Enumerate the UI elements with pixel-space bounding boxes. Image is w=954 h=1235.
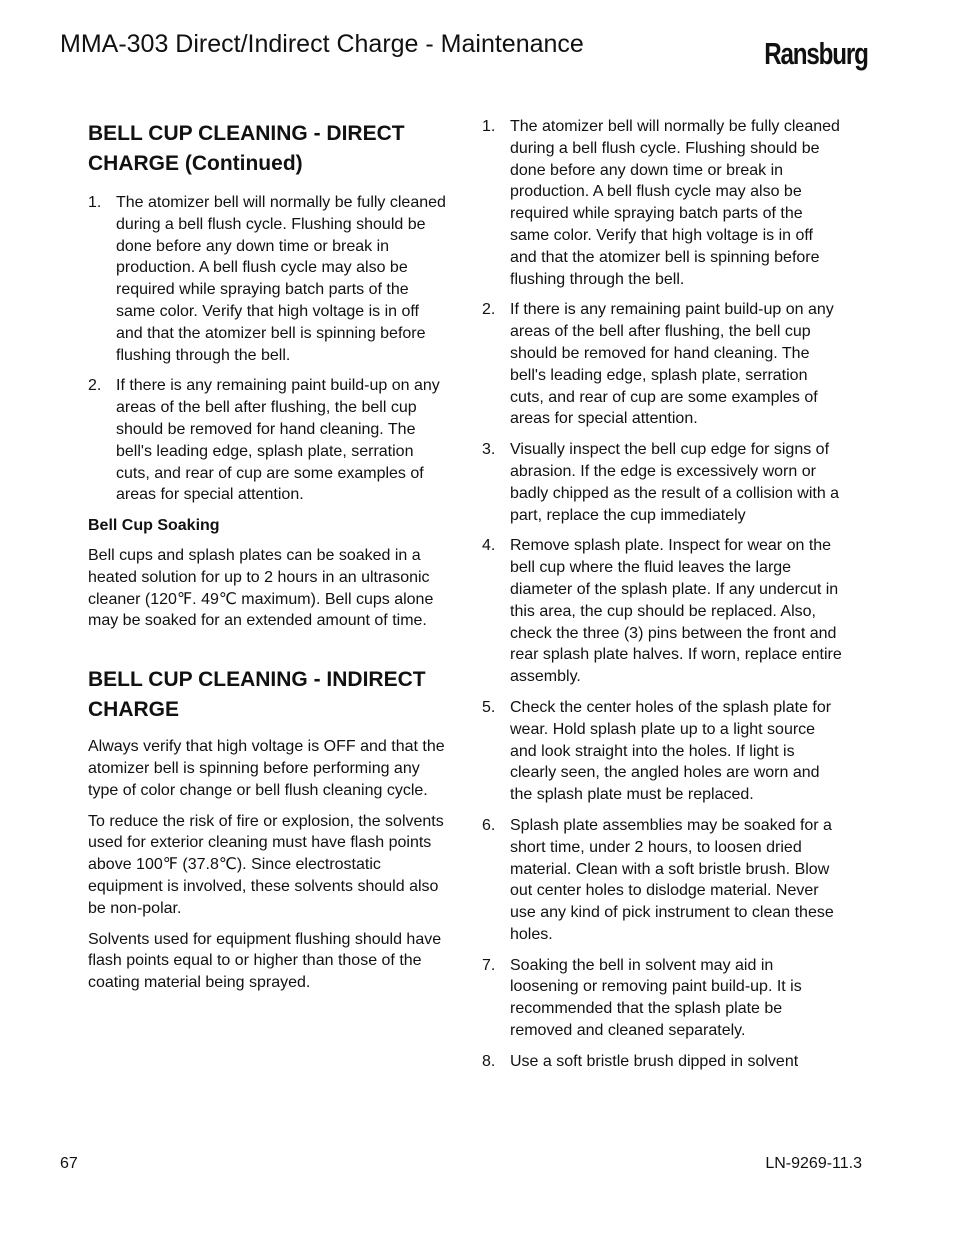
right-steps-list (482, 116, 842, 1073)
soaking-paragraph: Bell cups and splash plates can be soaked in a heated solution for up to 2 hours in an ultrasonic cleaner (120℉. 49℃ maximum). Bell cups alone may be soaked for an extended amount of time. (88, 546, 434, 630)
paragraph: Solvents used for equipment flushing should have flash points equal to or higher than those of the coating material being sprayed. (88, 930, 442, 992)
step-number: 3. (482, 441, 496, 459)
step-number: 7. (482, 956, 496, 974)
step-text: The atomizer bell will normally be fully cleaned during a bell flush cycle. Flushing should be done before any down time or break in production. A bell flush cycle may also be required while spraying batch parts of the same color. Verify that high voltage is in off and that the atomizer bell is spinning before flushing through the bell. (510, 118, 840, 288)
step-number: 8. (482, 1052, 496, 1070)
list-item (482, 439, 842, 526)
list-item (482, 1051, 842, 1073)
list-item (482, 697, 842, 806)
section-heading-indirect: BELL CUP CLEANING - INDIRECT CHARGE (88, 668, 426, 722)
step-text: Remove splash plate. Inspect for wear on the bell cup where the fluid leaves the large diameter of the splash plate. If any undercut in this area, the cup should be replaced. Also, check the three (3) pins between the front and rear splash plate halves. If worn, replace entire assembly. (510, 537, 842, 686)
list-item (482, 815, 842, 946)
step-text: Use a soft bristle brush dipped in solvent (510, 1052, 799, 1070)
list-item (482, 535, 842, 688)
step-number: 2. (482, 301, 496, 319)
brand-logo: Ransburg (764, 36, 868, 71)
list-item (88, 192, 448, 366)
step-number: 6. (482, 816, 496, 834)
step-number: 5. (482, 698, 496, 716)
step-number: 1. (482, 118, 496, 135)
document-id: LN-9269-11.3 (765, 1155, 862, 1172)
left-column (88, 119, 448, 1003)
step-text: The atomizer bell will normally be fully cleaned during a bell flush cycle. Flushing should be done before any down time or break in production. A bell flush cycle may also be required while spraying batch parts of the same color. Verify that high voltage is in off and that the atomizer bell is spinning before flushing through the bell. (116, 194, 446, 364)
paragraph: To reduce the risk of fire or explosion, the solvents used for exterior cleaning must have flash points above 100℉ (37.8℃). Since electrostatic equipment is involved, these solvents should also be non-polar. (88, 812, 444, 917)
right-column (482, 116, 842, 1082)
list-item (482, 116, 842, 290)
list-item (482, 299, 842, 430)
paragraph: Always verify that high voltage is OFF and that the atomizer bell is spinning before performing any type of color change or bell flush cleaning cycle. (88, 738, 445, 799)
list-item (482, 955, 842, 1042)
section-heading-direct: BELL CUP CLEANING - DIRECT CHARGE (Continued) (88, 122, 405, 175)
step-number: 4. (482, 537, 496, 555)
subheading-bell-cup-soaking: Bell Cup Soaking (88, 517, 220, 535)
step-text: Check the center holes of the splash plate for wear. Hold splash plate up to a light source and look straight into the holes. If light is clearly seen, the angled holes are worn and the splash plate must be replaced. (510, 698, 832, 804)
step-number: 1. (88, 194, 102, 211)
step-text: If there is any remaining paint build-up on any areas of the bell after flushing, the bell cup should be removed for hand cleaning. The bell's leading edge, splash plate, serration cuts, and rear of cup are some examples of areas for special attention. (510, 301, 834, 428)
left-steps-list (88, 192, 448, 506)
list-item (88, 375, 448, 506)
page-header-title: MMA-303 Direct/Indirect Charge - Maintenance (60, 30, 584, 58)
step-text: Splash plate assemblies may be soaked for a short time, under 2 hours, to loosen dried material. Clean with a soft bristle brush. Blow out center holes to dislodge material. Never use any kind of pick instrument to clean these holes. (510, 816, 834, 943)
step-text: Visually inspect the bell cup edge for signs of abrasion. If the edge is excessively worn or badly chipped as the result of a collision with a part, replace the cup immediately (510, 441, 840, 524)
page-number: 67 (60, 1155, 78, 1172)
step-text: If there is any remaining paint build-up on any areas of the bell after flushing, the bell cup should be removed for hand cleaning. The bell's leading edge, splash plate, serration cuts, and rear of cup are some examples of areas for special attention. (116, 377, 440, 504)
step-number: 2. (88, 377, 102, 395)
step-text: Soaking the bell in solvent may aid in loosening or removing paint build-up. It is recommended that the splash plate be removed and cleaned separately. (510, 956, 802, 1040)
